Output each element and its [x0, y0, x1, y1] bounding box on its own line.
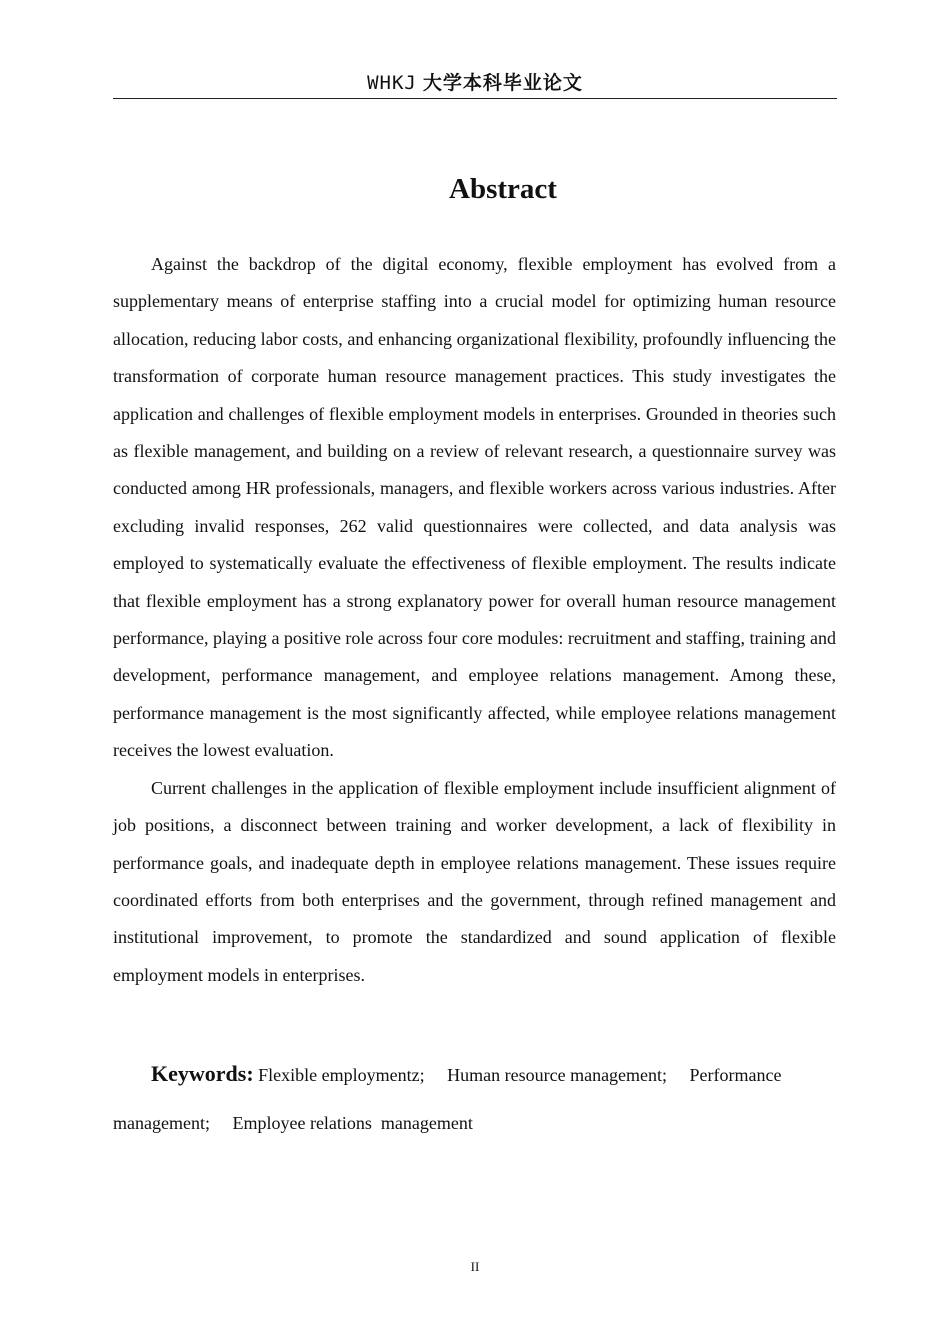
running-header [113, 70, 837, 96]
keyword-item: Performance management; [113, 1065, 782, 1133]
keywords-line [113, 1050, 836, 1147]
header-latin-text: WHKJ [367, 72, 417, 94]
abstract-paragraph-1: Against the backdrop of the digital economy, flexible employment has evolved from a supplementary means of enterprise staffing into a crucial model for optimizing human resource allocation, reducing labor costs, and enhancing organizational flexibility, profoundly influencing the transformation of corporate human resource management practices. This study investigates the application and challenges of flexible employment models in enterprises. Grounded in theories such as flexible management, and building on a review of relevant research, a questionnaire survey was conducted among HR professionals, managers, and flexible workers across various industries. After excluding invalid responses, 262 valid questionnaires were collected, and data analysis was employed to systematically evaluate the effectiveness of flexible employment. The results indicate that flexible employment has a strong explanatory power for overall human resource management performance, playing a positive role across four core modules: recruitment and staffing, training and development, performance management, and employee relations management. Among these, performance management is the most significantly affected, while employee relations management receives the lowest evaluation. [113, 254, 836, 761]
keyword-item: Human resource management; [447, 1065, 668, 1085]
abstract-paragraph-2: Current challenges in the application of flexible employment include insufficient alignment of job positions, a disconnect between training and worker development, a lack of flexibility in performance goals, and inadequate depth in employee relations management. These issues require coordinated efforts from both enterprises and the government, through refined management and institutional improvement, to promote the standardized and sound application of flexible employment models in enterprises. [113, 777, 836, 985]
abstract-body [113, 246, 836, 994]
keywords-label: Keywords: [151, 1061, 254, 1086]
page-number: II [470, 1259, 480, 1274]
keyword-item: Flexible employmentz; [258, 1065, 425, 1085]
abstract-title: Abstract [449, 173, 557, 205]
keyword-item: Employee relations management [232, 1113, 473, 1133]
header-cjk-text: 大学本科毕业论文 [422, 72, 583, 94]
header-rule [113, 98, 837, 99]
